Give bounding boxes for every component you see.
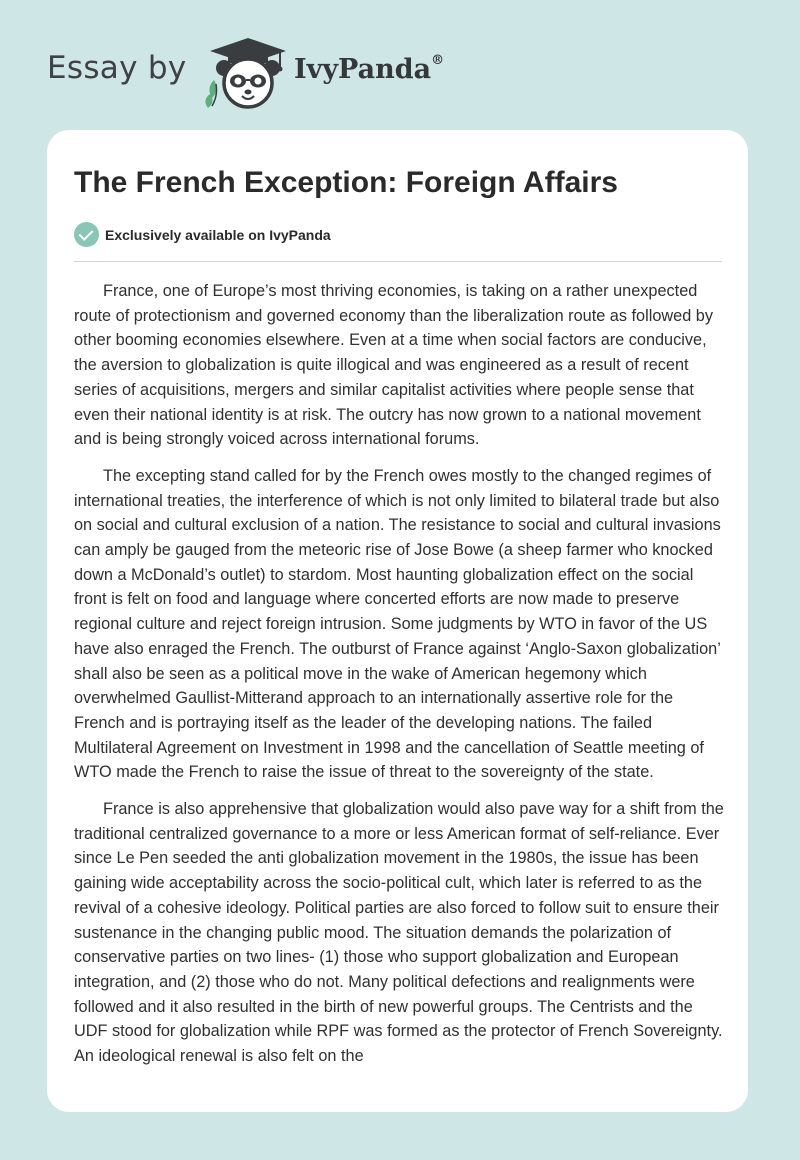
paragraph: France is also apprehensive that globalization would also pave way for a shift from the traditional centralized governance to a more or less American format of self-reliance. Ever since Le Pen seeded the anti globalization movement in the 1980s, the issue has been gaining wide acceptability across the socio-political cult, which later is referred to as the revival of a cohesive ideology. Political parties are also forced to follow suit to ensure their sustenance in the changing public mood. The situation demands the polarization of conservative parties on two lines- (1) those who support globalization and European integration, and (2) those who do not. Many political defections and realignments were followed and it also resulted in the birth of new powerful groups. The Centrists and the UDF stood for globalization while RPF was formed as the protector of French Sovereignty. An ideological renewal is also felt on the — [74, 800, 724, 1066]
paragraph: The excepting stand called for by the French owes mostly to the changed regimes of international treaties, the interference of which is not only limited to bilateral trade but also on social and cultural exclusion of a nation. The resistance to social and cultural invasions can amply be gauged from the meteoric rise of Jose Bowe (a sheep farmer who knocked down a McDonald’s outlet) to stardom. Most haunting globalization effect on the social front is felt on food and language where concerted efforts are now made to preserve regional culture and reject foreign intrusion. Some judgments by WTO in favor of the US have also enraged the French. The outburst of France against ‘Anglo-Saxon globalization’ shall also be seen as a political move in the wake of American hegemony which overwhelmed Gaullist-Mitterand approach to an internationally assertive role for the French and is portraying itself as the leader of the developing nations. The failed Multilateral Agreement on Investment in 1998 and the cancellation of Seattle meeting of WTO made the French to raise the issue of threat to the sovereignty of the state. — [74, 466, 721, 782]
essay-body — [74, 279, 724, 1081]
registered-mark: ® — [431, 53, 445, 68]
paragraph: France, one of Europe’s most thriving economies, is taking on a rather unexpected route of protectionism and governed economy than the liberalization route as followed by other booming economies elsewhere. Even at a time when social factors are conducive, the aversion to globalization is quite illogical and was engineered as a result of recent series of acquisitions, mergers and similar capitalist activities where people sense that even their national identity is at risk. The outcry has now grown to a national movement and is being strongly voiced across international forums. — [74, 282, 713, 449]
exclusive-badge — [74, 222, 331, 247]
site-header — [47, 34, 527, 110]
page-title: The French Exception: Foreign Affairs — [74, 166, 618, 199]
exclusive-badge-label: Exclusively available on IvyPanda — [105, 226, 331, 243]
check-badge-icon — [74, 222, 99, 247]
ivypanda-logo-icon[interactable] — [200, 36, 290, 110]
essay-card — [47, 130, 748, 1112]
brand-name[interactable]: IvyPanda® — [294, 53, 445, 85]
divider — [74, 261, 722, 262]
essay-by-label: Essay by — [47, 50, 187, 86]
